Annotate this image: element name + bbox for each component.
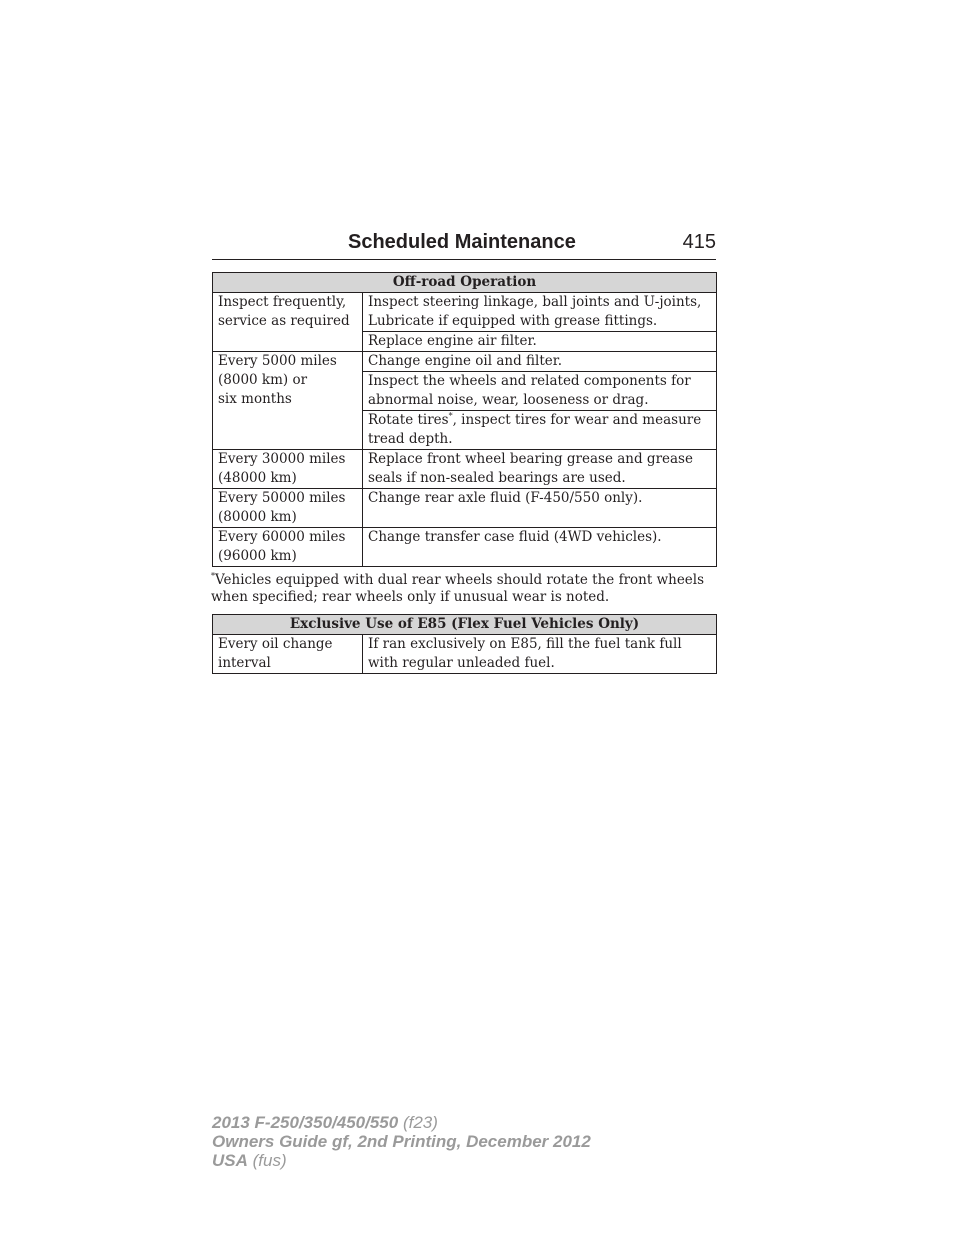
offroad-maintenance-table — [212, 272, 717, 567]
footnote — [211, 572, 721, 606]
interval-line: (8000 km) or — [218, 372, 308, 388]
action-cell: Inspect the wheels and related components for abnormal noise, wear, looseness or drag. — [363, 372, 717, 411]
action-cell: Change transfer case fluid (4WD vehicles). — [363, 528, 717, 567]
table-row — [213, 450, 717, 489]
model-name: 2013 F-250/350/450/550 — [212, 1113, 399, 1132]
table-row — [213, 635, 717, 674]
footer-line — [212, 1113, 591, 1132]
action-cell: Change rear axle fluid (F-450/550 only). — [363, 489, 717, 528]
interval-cell: Every 30000 miles (48000 km) — [213, 450, 363, 489]
footnote-marker: * — [448, 411, 453, 421]
action-cell: Replace engine air filter. — [363, 332, 717, 352]
market-code: (fus) — [247, 1151, 287, 1170]
table-row — [213, 489, 717, 528]
table-header-row — [213, 273, 717, 293]
footnote-text: Vehicles equipped with dual rear wheels should rotate the front wheels when specified; rear wheels only if unusual wear is noted. — [211, 572, 705, 605]
interval-cell: Inspect frequently, service as required — [213, 293, 363, 352]
action-cell: Change engine oil and filter. — [363, 352, 717, 372]
document-footer — [212, 1113, 591, 1170]
action-cell: Replace front wheel bearing grease and grease seals if non-sealed bearings are used. — [363, 450, 717, 489]
model-code: (f23) — [398, 1113, 438, 1132]
action-cell: If ran exclusively on E85, fill the fuel tank full with regular unleaded fuel. — [363, 635, 717, 674]
interval-cell: Every 60000 miles (96000 km) — [213, 528, 363, 567]
action-cell: Inspect steering linkage, ball joints and U-joints, Lubricate if equipped with grease fittings. — [363, 293, 717, 332]
interval-cell — [213, 352, 363, 450]
table-title: Off-road Operation — [213, 273, 717, 293]
interval-line: six months — [218, 391, 292, 407]
action-text: Rotate tires — [368, 412, 449, 428]
footer-line — [212, 1151, 591, 1170]
action-cell — [363, 411, 717, 450]
table-row — [213, 352, 717, 372]
interval-cell: Every 50000 miles (80000 km) — [213, 489, 363, 528]
section-title: Scheduled Maintenance — [348, 231, 576, 253]
table-row — [213, 293, 717, 332]
action-text: , inspect tires for wear and measure tread depth. — [368, 412, 702, 447]
table-header-row — [213, 615, 717, 635]
table-title: Exclusive Use of E85 (Flex Fuel Vehicles Only) — [213, 615, 717, 635]
e85-maintenance-table — [212, 614, 717, 674]
footnote-marker: * — [211, 571, 215, 581]
table-row — [213, 528, 717, 567]
interval-line: Every 5000 miles — [218, 353, 337, 369]
footer-line: Owners Guide gf, 2nd Printing, December 2012 — [212, 1132, 591, 1151]
page-number: 415 — [682, 231, 716, 253]
market-name: USA — [212, 1151, 248, 1170]
page-header — [212, 229, 716, 260]
interval-cell: Every oil change interval — [213, 635, 363, 674]
